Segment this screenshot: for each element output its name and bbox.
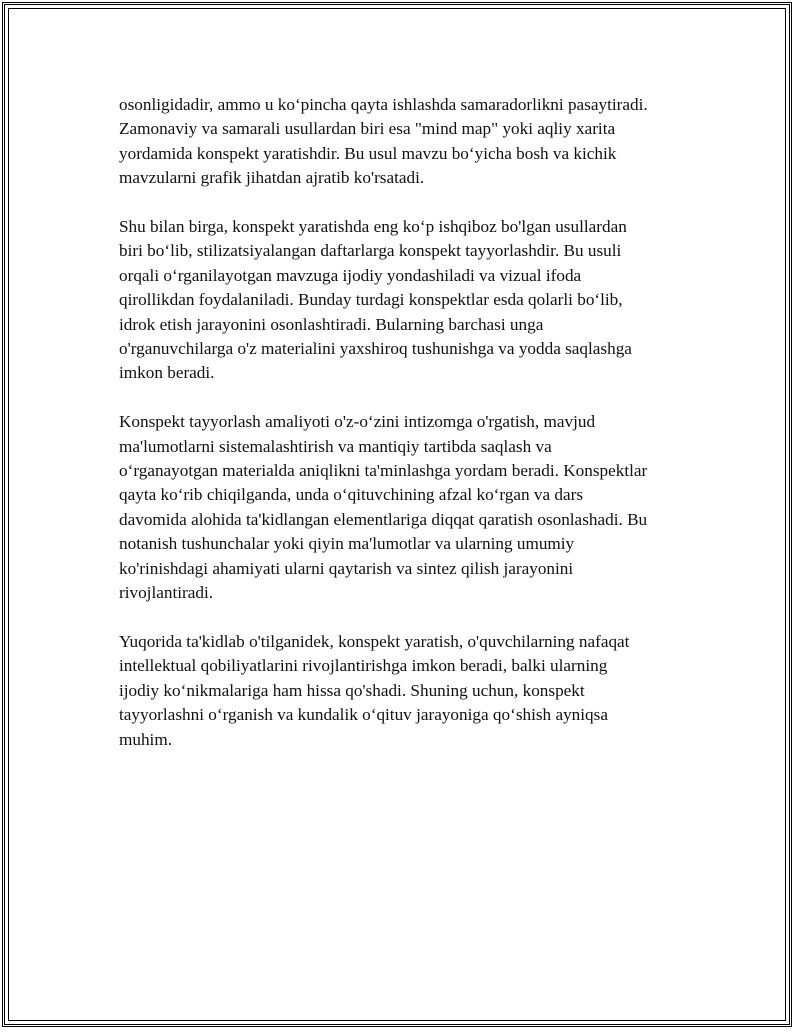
paragraph-2: Shu bilan birga, konspekt yaratishda eng ko‘p ishqiboz bo'lgan usullardan biri bo‘lib, stilizatsiyalangan daftarlarga konspekt tayyorlashdir. Bu usuli orqali o‘rganilayotgan mavzuga ijodiy yondashiladi va vizual ifoda qirollikdan foydalaniladi. Bunday turdagi konspektlar esda qolarli bo‘lib, idrok etish jarayonini osonlashtiradi. Bularning barchasi unga o'rganuvchilarga o'z materialini yaxshiroq tushunishga va yodda saqlashga imkon beradi. — [119, 217, 632, 383]
document-body — [119, 93, 709, 776]
paragraph-1: osonligidadir, ammo u ko‘pincha qayta ishlashda samaradorlikni pasaytiradi. Zamonaviy va samarali usullardan biri esa "mind map" yoki aqliy xarita yordamida konspekt yaratishdir. Bu usul mavzu bo‘yicha bosh va kichik mavzularni grafik jihatdan ajratib ko'rsatadi. — [119, 95, 648, 188]
paragraph-4: Yuqorida ta'kidlab o'tilganidek, konspekt yaratish, o'quvchilarning nafaqat intellektual qobiliyatlarini rivojlantirishga imkon beradi, balki ularning ijodiy ko‘nikmalariga ham hissa qo'shadi. Shuning uchun, konspekt tayyorlashni o‘rganish va kundalik o‘qituv jarayoniga qo‘shish ayniqsa muhim. — [119, 631, 630, 749]
paragraph-3: Konspekt tayyorlash amaliyoti o'z-o‘zini intizomga o'rgatish, mavjud ma'lumotlarni sistemalashtirish va mantiqiy tartibda saqlash va o‘rganayotgan materialda aniqlikni ta'minlashga yordam beradi. Konspektlar qayta ko‘rib chiqilganda, unda o‘qituvchining afzal ko‘rgan va dars davomida alohida ta'kidlangan elementlariga diqqat qaratish osonlashadi. Bu notanish tushunchalar yoki qiyin ma'lumotlar va ularning umumiy ko'rinishdagi ahamiyati ularni qaytarish va sintez qilish jarayonini rivojlantiradi. — [119, 412, 648, 603]
